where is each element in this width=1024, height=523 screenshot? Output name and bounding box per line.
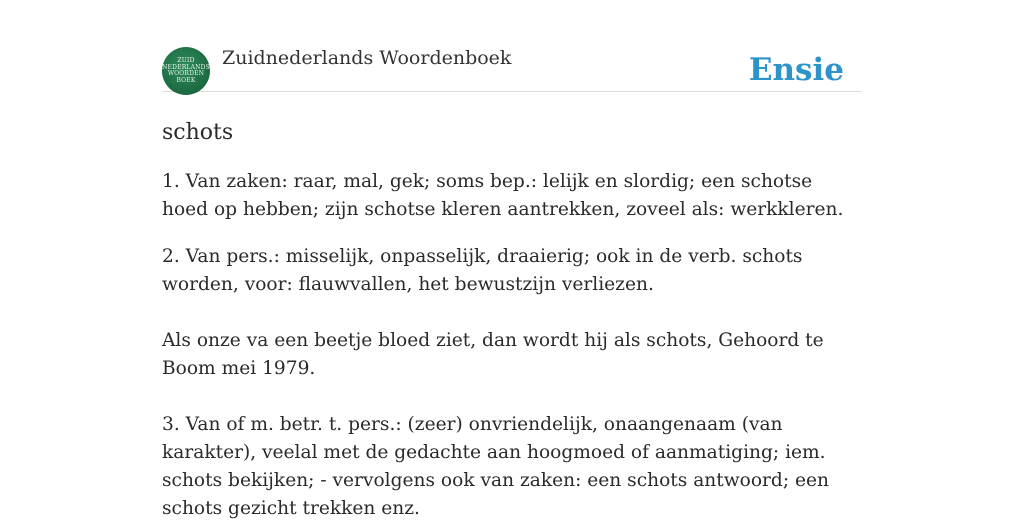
dictionary-name-link[interactable]: Zuidnederlands Woordenboek (222, 47, 512, 69)
definition-paragraph: 2. Van pers.: misselijk, onpasselijk, draaierig; ook in de verb. schots worden, voor: flauwvallen, het bewustzijn verliezen. (162, 246, 803, 295)
example-quote: Als onze va een beetje bloed ziet, dan wordt hij als schots, Gehoord te Boom mei 1979. (162, 330, 824, 379)
logo-line: BOEK (176, 76, 196, 84)
logo-line: WOORDEN (167, 70, 205, 77)
entry-definition (162, 168, 862, 523)
definition-paragraph: 1. Van zaken: raar, mal, gek; soms bep.: lelijk en slordig; een schotse hoed op hebben; zijn schotse kleren aantrekken, zoveel als: werkkleren. (162, 171, 844, 220)
page-content (162, 44, 862, 523)
entry-term: schots (162, 120, 234, 145)
dictionary-logo[interactable] (162, 47, 210, 95)
header (162, 44, 862, 92)
definition-paragraph: 3. Van of m. betr. t. pers.: (zeer) onvriendelijk, onaangenaam (van karakter), veelal met de gedachte aan hoogmoed of aanmatiging; iem. schots bekijken; - vervolgens ook van zaken: een schots antwoord; een schots gezicht trekken enz. (162, 414, 829, 519)
logo-line: ZUID (177, 57, 195, 64)
logo-line: NEDERLANDS (162, 63, 210, 71)
ensie-logo-link[interactable]: Ensie (748, 52, 844, 88)
